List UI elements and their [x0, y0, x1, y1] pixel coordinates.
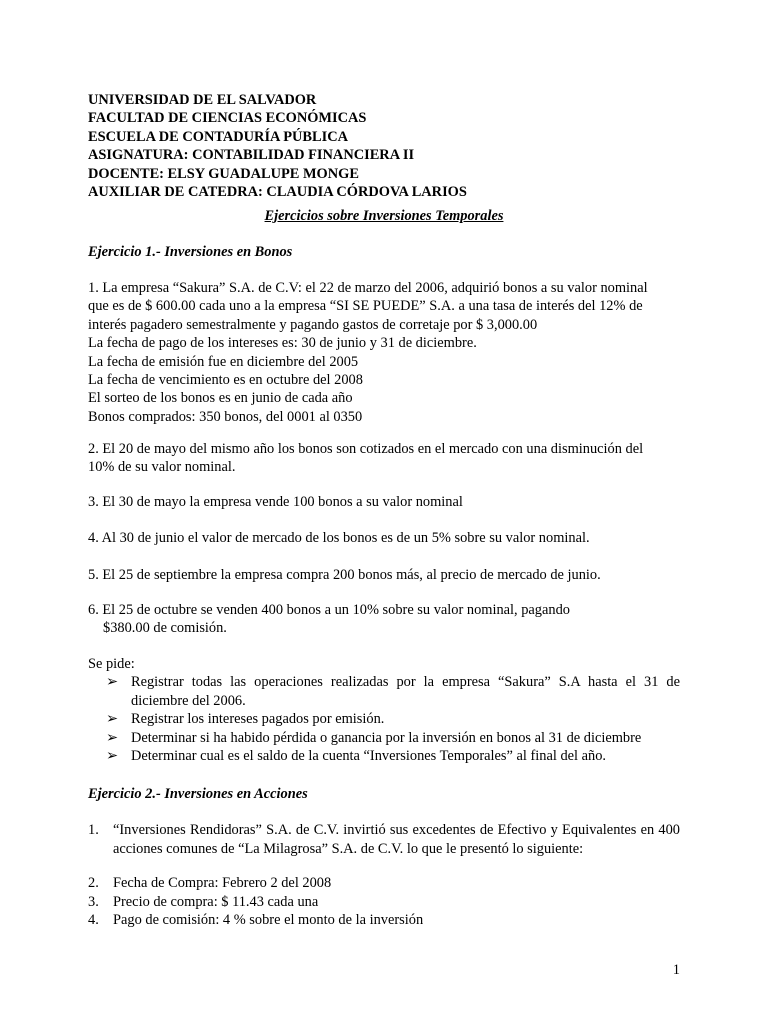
paragraph-line: $380.00 de comisión. [103, 620, 227, 637]
page-title: Ejercicios sobre Inversiones Temporales [264, 208, 504, 224]
paragraph-line: 5. El 25 de septiembre la empresa compra 200 bonos más, al precio de mercado de junio. [88, 567, 601, 583]
list-item [106, 729, 680, 748]
university-line: UNIVERSIDAD DE EL SALVADOR [88, 92, 317, 108]
list-item-text: Registrar los intereses pagados por emisión. [131, 711, 385, 728]
exercise-1-paragraph-1 [88, 279, 680, 426]
arrow-bullet-icon: ➢ [106, 674, 119, 690]
school-line: ESCUELA DE CONTADURÍA PÚBLICA [88, 128, 349, 145]
paragraph-line: 2. El 20 de mayo del mismo año los bonos son cotizados en el mercado con una disminución del [88, 441, 644, 457]
exercise-1-paragraph-6 [88, 601, 680, 638]
paragraph-line: 1. La empresa “Sakura” S.A. de C.V: el 22 de marzo del 2006, adquirió bonos a su valor nominal [88, 280, 648, 296]
arrow-bullet-icon: ➢ [106, 711, 119, 728]
exercise-2-heading-text: Ejercicio 2.- Inversiones en Acciones [88, 786, 308, 802]
teacher-line: DOCENTE: ELSY GUADALUPE MONGE [88, 165, 359, 182]
paragraph-line: que es de $ 600.00 cada uno a la empresa “SI SE PUEDE” S.A. a una tasa de interés del 12% de [88, 298, 643, 315]
paragraph-line: Bonos comprados: 350 bonos, del 0001 al 0350 [88, 408, 363, 425]
exercise-2-heading [88, 785, 680, 803]
paragraph-line: La fecha de pago de los intereses es: 30 de junio y 31 de diciembre. [88, 335, 477, 352]
item-text: Fecha de Compra: Febrero 2 del 2008 [113, 875, 332, 891]
item-number: 1. [88, 822, 99, 838]
exercise-1-paragraph-4 [88, 529, 680, 547]
list-item-text: Registrar todas las operaciones realizadas por la empresa “Sakura” S.A hasta el 31 de diciembre del 2006. [131, 674, 680, 709]
paragraph-line: El sorteo de los bonos es en junio de cada año [88, 390, 353, 407]
assistant-line: AUXILIAR DE CATEDRA: CLAUDIA CÓRDOVA LARIOS [88, 184, 467, 201]
page-number: 1 [672, 962, 680, 978]
list-item [106, 710, 680, 729]
paragraph-line: 3. El 30 de mayo la empresa vende 100 bonos a su valor nominal [88, 494, 463, 510]
item-number: 4. [88, 912, 99, 929]
se-pide-label [88, 655, 680, 673]
numbered-item [88, 821, 680, 858]
list-item-text: Determinar cual es el saldo de la cuenta “Inversiones Temporales” al final del año. [131, 748, 607, 765]
item-number: 2. [88, 875, 99, 891]
se-pide-text: Se pide: [88, 656, 135, 672]
exercise-1-paragraph-3 [88, 493, 680, 511]
arrow-bullet-icon: ➢ [106, 748, 119, 765]
exercise-1-paragraph-5 [88, 566, 680, 584]
item-number: 3. [88, 893, 99, 910]
paragraph-line: La fecha de emisión fue en diciembre del 2005 [88, 353, 359, 370]
subject-line: ASIGNATURA: CONTABILIDAD FINANCIERA II [88, 147, 415, 164]
exercise-1-heading-text: Ejercicio 1.- Inversiones en Bonos [88, 244, 293, 260]
faculty-line: FACULTAD DE CIENCIAS ECONÓMICAS [88, 110, 367, 127]
list-item-text: Determinar si ha habido pérdida o ganancia por la inversión en bonos al 31 de diciembre [131, 729, 642, 746]
list-item [106, 673, 680, 710]
exercise-2-items [88, 874, 680, 930]
arrow-bullet-icon: ➢ [106, 729, 119, 746]
exercise-1-heading [88, 243, 680, 261]
paragraph-line: interés pagadero semestralmente y pagando gastos de corretaje por $ 3,000.00 [88, 316, 538, 333]
paragraph-line: La fecha de vencimiento es en octubre del 2008 [88, 372, 363, 389]
numbered-item [88, 911, 680, 930]
item-text: Precio de compra: $ 11.43 cada una [113, 893, 319, 910]
paragraph-line: 10% de su valor nominal. [88, 459, 236, 476]
document-header [88, 91, 680, 201]
paragraph-line: 6. El 25 de octubre se venden 400 bonos a un 10% sobre su valor nominal, pagando [88, 602, 570, 618]
numbered-item [88, 874, 680, 893]
list-item [106, 747, 680, 766]
exercise-1-paragraph-2 [88, 440, 680, 477]
item-text: Pago de comisión: 4 % sobre el monto de la inversión [113, 912, 424, 929]
requirements-list [106, 673, 680, 766]
item-text: “Inversiones Rendidoras” S.A. de C.V. invirtió sus excedentes de Efectivo y Equivalentes en 400 acciones comunes de “La Milagrosa” S.A. de C.V. lo que le presentó lo siguiente: [113, 822, 680, 857]
exercise-2-item-1 [88, 821, 680, 858]
paragraph-line: 4. Al 30 de junio el valor de mercado de los bonos es de un 5% sobre su valor nominal. [88, 530, 590, 546]
numbered-item [88, 893, 680, 912]
